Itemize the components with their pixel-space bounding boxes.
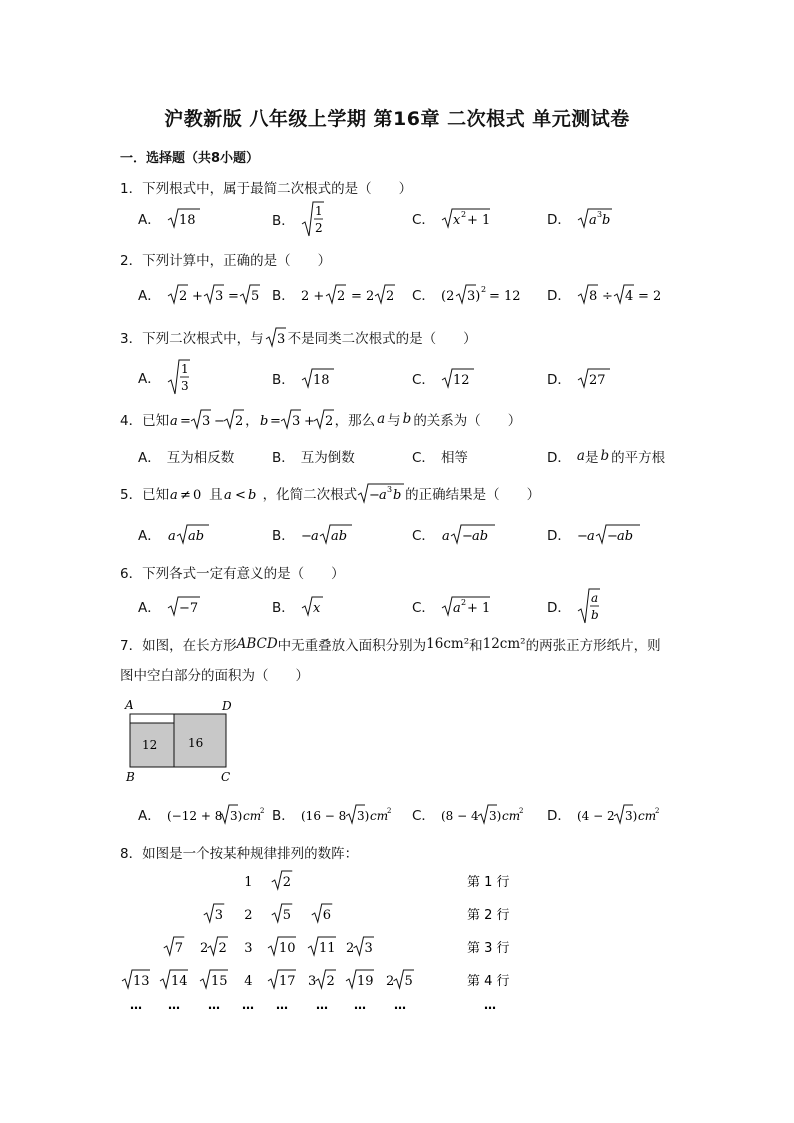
q1-option-a[interactable]: [138, 206, 201, 230]
svg-text:b: b: [590, 608, 599, 622]
svg-text:<: <: [234, 488, 246, 503]
question-1-stem: 1．下列根式中，属于最简二次根式的是（ ）: [120, 181, 413, 197]
q7-option-b[interactable]: [272, 802, 397, 826]
ellipsis: …: [354, 998, 366, 1012]
option-text: 的平方根: [611, 450, 666, 466]
option-text: 相等: [440, 450, 468, 466]
q2-option-a[interactable]: [138, 282, 277, 306]
array-cell: [200, 970, 228, 989]
svg-text:3: 3: [308, 974, 317, 989]
q2-option-d[interactable]: [547, 282, 677, 306]
vertex-b: B: [126, 770, 135, 784]
svg-text:2: 2: [518, 807, 524, 815]
svg-text:−7: −7: [178, 601, 198, 616]
q3-option-a[interactable]: [138, 358, 191, 396]
svg-text:3: 3: [214, 908, 224, 923]
q5-b-expr: [301, 522, 355, 546]
option-label: C．: [412, 528, 435, 544]
row-label: 第 3 行: [467, 941, 510, 956]
svg-text:3): 3): [466, 289, 481, 304]
option-label: B．: [272, 808, 295, 824]
q4-option-b[interactable]: [272, 446, 355, 466]
label-16: 16: [188, 736, 204, 750]
svg-text:cm: cm: [242, 809, 261, 823]
q5-stem-part3: ，化简二次根式: [262, 487, 358, 503]
svg-text:17: 17: [279, 974, 296, 989]
svg-text:= 12: = 12: [488, 289, 521, 304]
svg-text:8: 8: [588, 289, 598, 304]
q2-d-expr: [577, 282, 677, 306]
svg-text:2: 2: [386, 974, 395, 989]
svg-text:=: =: [269, 414, 281, 429]
svg-text:3): 3): [229, 809, 243, 823]
svg-text:10: 10: [279, 941, 296, 956]
option-label: D．: [547, 528, 571, 544]
svg-text:2: 2: [282, 875, 292, 890]
q7-a-expr: [167, 802, 263, 826]
svg-text:a: a: [452, 601, 461, 616]
row-label: 第 2 行: [467, 908, 510, 923]
svg-text:(2: (2: [440, 289, 455, 304]
option-label: C．: [412, 450, 435, 466]
q3-d-expr: [577, 366, 611, 390]
q4-stem-part2: ，: [245, 413, 259, 429]
array-cell: [122, 970, 150, 989]
option-text: 是: [584, 450, 599, 466]
svg-text:1: 1: [180, 362, 189, 376]
q5-stem-part2: 且: [209, 487, 223, 503]
ellipsis: …: [130, 998, 142, 1012]
option-label: A．: [138, 600, 161, 616]
svg-text:a: a: [223, 488, 232, 503]
svg-text:18: 18: [178, 213, 196, 228]
svg-text:a: a: [590, 591, 599, 605]
svg-text:cm: cm: [501, 809, 521, 823]
svg-text:5: 5: [282, 908, 292, 923]
svg-text:2: 2: [385, 289, 395, 304]
vertex-c: C: [221, 770, 231, 784]
svg-text:2: 2: [235, 414, 244, 429]
q6-d-expr: [577, 587, 601, 625]
q7-option-a[interactable]: [138, 802, 263, 826]
q7-d-expr: [577, 802, 667, 826]
svg-text:3: 3: [364, 941, 373, 956]
q4-option-d[interactable]: [547, 446, 665, 466]
svg-text:11: 11: [319, 941, 336, 956]
q5-a-expr: [167, 522, 211, 546]
ellipsis: …: [276, 998, 288, 1012]
svg-text:2: 2: [326, 974, 335, 989]
svg-text:b: b: [247, 488, 256, 503]
svg-text:(4 − 2: (4 − 2: [576, 809, 615, 823]
svg-text:2: 2: [324, 414, 333, 429]
question-7-line2: 图中空白部分的面积为（ ）: [120, 668, 309, 684]
option-var-b: b: [600, 448, 610, 464]
svg-text:−: −: [300, 529, 312, 544]
svg-text:2: 2: [460, 210, 467, 219]
q1-a-expr: [167, 206, 201, 230]
q3-a-expr: [167, 358, 191, 396]
array-cell: [346, 937, 374, 956]
svg-text:3: 3: [276, 332, 285, 347]
svg-text:= 2: = 2: [350, 289, 375, 304]
svg-text:ab: ab: [616, 529, 633, 544]
svg-text:ab: ab: [471, 529, 489, 544]
svg-text:3: 3: [387, 485, 393, 494]
option-label: C．: [412, 288, 435, 304]
svg-text:+ 1: + 1: [466, 213, 491, 228]
array-cell: [272, 904, 293, 923]
q1-c-expr: [441, 206, 491, 230]
q5-stem-expr1: [169, 482, 209, 504]
svg-text:cm: cm: [637, 809, 657, 823]
svg-text:19: 19: [357, 974, 374, 989]
q4-stem-expr-a: [169, 408, 245, 430]
q6-b-expr: [301, 594, 325, 618]
svg-text:a: a: [167, 529, 176, 544]
option-label: A．: [138, 528, 161, 544]
svg-text:2: 2: [218, 941, 227, 956]
svg-text:a: a: [170, 488, 178, 503]
svg-text:2: 2: [314, 221, 323, 235]
svg-text:a: a: [170, 414, 178, 429]
q6-c-expr: [441, 594, 491, 618]
svg-text:2 +: 2 +: [300, 289, 325, 304]
q4-var-b: b: [402, 411, 412, 427]
array-cell: [244, 875, 252, 890]
q5-option-b[interactable]: [272, 522, 355, 546]
svg-text:3: 3: [596, 210, 602, 219]
svg-text:2: 2: [178, 289, 188, 304]
q2-option-b[interactable]: [272, 282, 411, 306]
svg-text:3): 3): [488, 809, 502, 823]
svg-text:4: 4: [244, 974, 253, 989]
svg-text:1: 1: [244, 875, 253, 890]
q4-option-c[interactable]: [412, 446, 468, 466]
svg-text:(−12 + 8: (−12 + 8: [166, 809, 223, 823]
svg-text:ab: ab: [187, 529, 204, 544]
svg-text:a: a: [586, 529, 595, 544]
option-label: B．: [272, 288, 295, 304]
option-label: B．: [272, 450, 295, 466]
option-label: D．: [547, 288, 571, 304]
q7-stem-part1: 7．如图，在长方形: [120, 638, 237, 654]
array-cell: [244, 908, 252, 923]
q7-option-c[interactable]: [412, 802, 531, 826]
svg-text:2: 2: [654, 807, 660, 815]
q7-area-12: 12cm²: [482, 636, 526, 652]
array-cell: [386, 970, 414, 989]
ellipsis: …: [168, 998, 180, 1012]
array-cell: [268, 937, 296, 956]
option-text: 互为倒数: [300, 450, 355, 466]
question-8-stem: 8．如图是一个按某种规律排列的数阵：: [120, 846, 359, 862]
svg-text:=: =: [180, 414, 191, 429]
svg-text:27: 27: [588, 373, 606, 388]
array-cell: [244, 941, 252, 956]
svg-text:15: 15: [211, 974, 228, 989]
option-label: C．: [412, 808, 435, 824]
svg-text:2: 2: [200, 941, 209, 956]
svg-text:13: 13: [133, 974, 150, 989]
svg-text:b: b: [259, 414, 268, 429]
q7-stem-part4: 的两张正方形纸片，则: [525, 638, 661, 654]
q4-var-a: a: [377, 411, 386, 427]
option-label: D．: [547, 808, 571, 824]
q1-option-b[interactable]: [272, 200, 325, 238]
svg-text:4: 4: [624, 289, 634, 304]
row-label: 第 1 行: [467, 875, 510, 890]
q7-option-d[interactable]: [547, 802, 667, 826]
q3-stem-part1: 3．下列二次根式中，与: [120, 331, 264, 347]
q5-stem-part1: 5．已知: [120, 487, 170, 503]
q5-stem-part4: 的正确结果是（ ）: [405, 487, 541, 503]
svg-text:0: 0: [193, 488, 202, 503]
q3-c-expr: [441, 366, 475, 390]
row-label: 第 4 行: [467, 974, 510, 989]
svg-text:b: b: [393, 488, 402, 503]
svg-text:2: 2: [244, 908, 253, 923]
option-label: D．: [547, 372, 571, 388]
svg-text:12: 12: [452, 373, 470, 388]
array-cell: [272, 871, 293, 890]
q3-option-b[interactable]: [272, 366, 335, 390]
question-5-stem: [120, 482, 540, 504]
q5-stem-expr3: [357, 482, 405, 504]
q4-stem-part1: 4．已知: [120, 413, 170, 429]
svg-text:cm: cm: [369, 809, 388, 823]
svg-text:x: x: [452, 213, 461, 228]
svg-text:3: 3: [291, 414, 300, 429]
array-cell: [200, 937, 228, 956]
q4-stem-expr-b: [259, 408, 335, 430]
svg-text:2: 2: [346, 941, 355, 956]
q2-option-c[interactable]: [412, 282, 541, 306]
svg-text:a: a: [588, 213, 597, 228]
svg-text:ab: ab: [330, 529, 347, 544]
q5-d-expr: [577, 522, 643, 546]
option-label: A．: [138, 371, 161, 387]
array-cell: [346, 970, 374, 989]
svg-text:x: x: [312, 601, 321, 616]
question-7-line1: [120, 634, 661, 654]
svg-text:−: −: [576, 529, 588, 544]
svg-text:a: a: [379, 488, 387, 503]
option-text: 互为相反数: [166, 450, 235, 466]
svg-text:(16 − 8: (16 − 8: [300, 809, 347, 823]
option-label: A．: [138, 450, 161, 466]
q2-b-expr: [301, 282, 411, 306]
q6-option-c[interactable]: [412, 594, 491, 618]
svg-text:÷: ÷: [601, 289, 613, 304]
svg-text:5: 5: [404, 974, 413, 989]
option-label: A．: [138, 808, 161, 824]
svg-text:2: 2: [386, 807, 392, 815]
page-title: 沪教新版 八年级上学期 第16章 二次根式 单元测试卷: [164, 108, 630, 130]
option-label: D．: [547, 600, 571, 616]
svg-text:6: 6: [322, 908, 332, 923]
q7-rect-name: ABCD: [236, 636, 278, 652]
q1-b-expr: [301, 200, 325, 238]
option-var-a: a: [576, 448, 585, 464]
q4-stem-part5: 的关系为（ ）: [413, 413, 522, 429]
q7-stem-part3: 和: [469, 638, 483, 654]
question-6-stem: 6．下列各式一定有意义的是（ ）: [120, 566, 345, 582]
q7-figure: [122, 697, 238, 785]
section-heading: 一．选择题（共8小题）: [120, 151, 260, 166]
svg-text:1: 1: [314, 204, 323, 218]
svg-text:−: −: [606, 529, 618, 544]
q1-d-expr: [577, 206, 613, 230]
svg-text:3): 3): [356, 809, 370, 823]
question-3-stem: [120, 326, 477, 348]
svg-text:a: a: [441, 529, 450, 544]
q4-stem-part3: ，那么: [334, 413, 376, 429]
q3-option-c[interactable]: [412, 366, 475, 390]
q6-option-d[interactable]: [547, 587, 601, 625]
option-label: C．: [412, 600, 435, 616]
q5-c-expr: [441, 522, 497, 546]
option-label: A．: [138, 288, 161, 304]
q6-option-b[interactable]: [272, 594, 325, 618]
svg-text:3: 3: [244, 941, 253, 956]
array-cell: [204, 904, 225, 923]
svg-text:= 2: = 2: [637, 289, 662, 304]
question-4-stem: [120, 408, 521, 430]
q1-option-d[interactable]: [547, 206, 613, 230]
vertex-a: A: [125, 698, 134, 712]
svg-text:−: −: [461, 529, 473, 544]
svg-text:2: 2: [336, 289, 346, 304]
ellipsis: …: [242, 998, 254, 1012]
svg-text:2: 2: [259, 807, 265, 815]
vertex-d: D: [222, 699, 232, 713]
q6-option-a[interactable]: [138, 594, 203, 618]
ellipsis: …: [394, 998, 406, 1012]
q8-number-array: [110, 864, 670, 1024]
array-cell: [308, 937, 336, 956]
option-label: D．: [547, 212, 571, 228]
ellipsis: …: [208, 998, 220, 1012]
svg-text:+ 1: + 1: [466, 601, 491, 616]
svg-text:+: +: [191, 289, 203, 304]
array-cell: [244, 974, 252, 989]
svg-text:≠: ≠: [180, 488, 191, 503]
q5-stem-expr2: [223, 482, 263, 504]
svg-text:−: −: [214, 414, 225, 429]
svg-text:14: 14: [171, 974, 188, 989]
svg-text:3: 3: [202, 414, 211, 429]
question-2-stem: 2．下列计算中，正确的是（ ）: [120, 253, 332, 269]
option-label: B．: [272, 600, 295, 616]
option-label: D．: [547, 450, 571, 466]
svg-text:2: 2: [480, 285, 487, 294]
ellipsis: …: [316, 998, 328, 1012]
q2-a-expr: [167, 282, 277, 306]
q3-option-d[interactable]: [547, 366, 611, 390]
array-cell: [268, 970, 296, 989]
svg-text:5: 5: [250, 289, 260, 304]
q4-option-a[interactable]: [138, 446, 234, 466]
svg-text:b: b: [601, 213, 611, 228]
option-label: B．: [272, 372, 295, 388]
ellipsis: …: [484, 998, 496, 1012]
q7-c-expr: [441, 802, 531, 826]
array-cell: [164, 937, 185, 956]
svg-text:3: 3: [214, 289, 224, 304]
label-12: 12: [142, 738, 158, 752]
option-label: C．: [412, 212, 435, 228]
q7-area-16: 16cm²: [426, 636, 470, 652]
q3-b-expr: [301, 366, 335, 390]
option-label: C．: [412, 372, 435, 388]
q1-option-c[interactable]: [412, 206, 491, 230]
option-label: B．: [272, 528, 295, 544]
q7-b-expr: [301, 802, 397, 826]
q5-option-c[interactable]: [412, 522, 497, 546]
option-label: A．: [138, 212, 161, 228]
q7-stem-part2: 中无重叠放入面积分别为: [277, 638, 427, 654]
svg-text:(8 − 4: (8 − 4: [440, 809, 479, 823]
svg-text:2: 2: [460, 598, 467, 607]
svg-text:3: 3: [180, 379, 189, 393]
q3-stem-part2: 不是同类二次根式的是（ ）: [287, 331, 477, 347]
svg-text:3): 3): [624, 809, 638, 823]
array-cell: [312, 904, 333, 923]
svg-text:=: =: [227, 289, 239, 304]
svg-text:a: a: [310, 529, 319, 544]
q4-stem-part4: 与: [387, 413, 401, 429]
q2-c-expr: [441, 282, 541, 306]
q5-option-d[interactable]: [547, 522, 643, 546]
svg-text:7: 7: [174, 941, 184, 956]
q3-stem-sqrt3: [265, 326, 287, 348]
q6-a-expr: [167, 594, 203, 618]
svg-text:+: +: [303, 414, 315, 429]
svg-text:−: −: [369, 488, 380, 503]
q5-option-a[interactable]: [138, 522, 211, 546]
array-cell: [160, 970, 188, 989]
svg-text:18: 18: [312, 373, 330, 388]
option-label: B．: [272, 213, 295, 229]
array-cell: [308, 970, 336, 989]
